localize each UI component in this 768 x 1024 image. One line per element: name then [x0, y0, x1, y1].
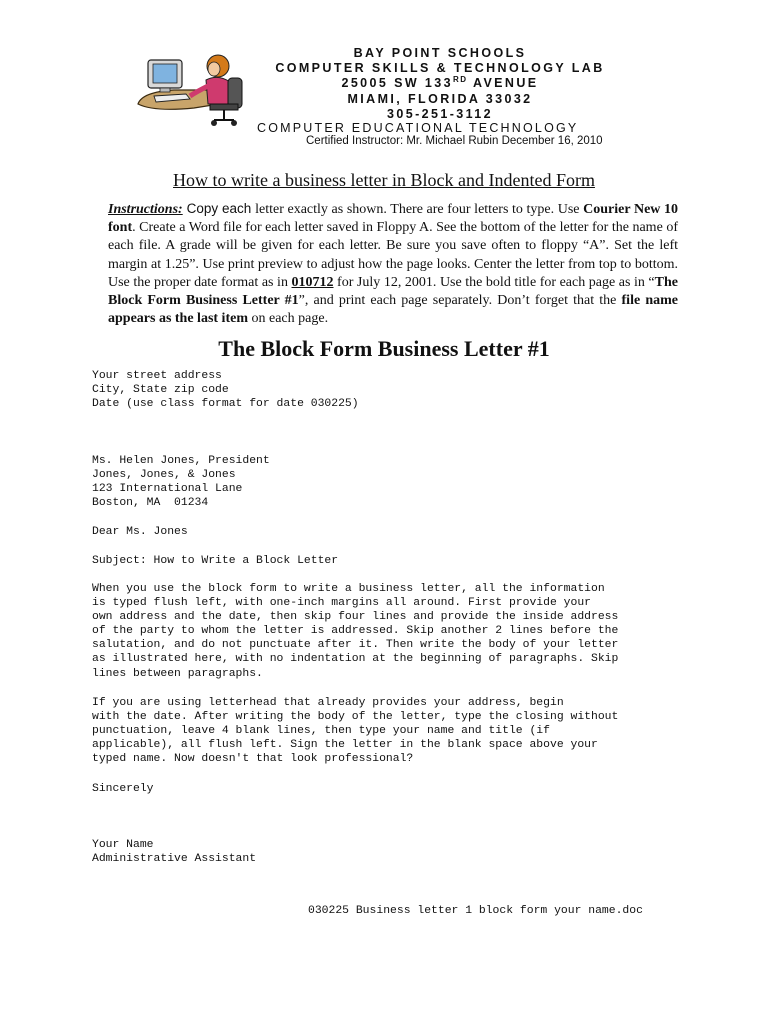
- letter-title: The Block Form Business Letter #1: [218, 336, 550, 361]
- student-at-computer-clipart: [134, 52, 256, 128]
- subject-line: Subject: How to Write a Block Letter: [92, 555, 339, 567]
- file-name-note: file name appears as the last item: [108, 293, 678, 327]
- certified-instructor: Certified Instructor: Mr. Michael Rubin December 16, 2010: [306, 135, 603, 147]
- instructions-label: Instructions:: [108, 202, 183, 217]
- instructions-paragraph: Instructions: Copy each letter exactly as shown. There are four letters to type. Use Courier New 10 font. Create a Word file for each letter saved in Floppy A. See the bottom of the letter for the name of each file. A grade will be given for each letter. Be sure you save often to floppy “A”. Set the left margin at 1.25”. Use print preview to adjust how the page looks. Center the letter from top to bottom. Use the proper date format as in 010712 for July 12, 2001. Use the bold title for each page as in “The Block Form Business Letter #1”, and print each page separately. Don’t forget that the file name appears as the last item on each page.: [108, 201, 679, 327]
- date-example: 010712: [291, 274, 334, 290]
- salutation: Dear Ms. Jones: [92, 526, 188, 538]
- school-name: BAY POINT SCHOOLS: [353, 46, 527, 60]
- department-name: COMPUTER EDUCATIONAL TECHNOLOGY: [257, 121, 579, 135]
- sender-address: Your street address City, State zip code Date (use class format for date 030225): [92, 370, 359, 411]
- lab-name: COMPUTER SKILLS & TECHNOLOGY LAB: [275, 61, 605, 75]
- file-name: 030225 Business letter 1 block form your name.doc: [308, 905, 643, 917]
- body-paragraph-1: When you use the block form to write a business letter, all the information is typed flush left, with one-inch margins all around. First provide your own address and the date, then skip four lines and provide the inside address of the party to whom the letter is addressed. Skip another 2 lines before the salutation, and do not punctuate after it. Then write the body of your letter as illustrated here, with no indentation at the beginning of paragraphs. Skip lines between paragraphs.: [92, 583, 619, 680]
- phone-number: 305-251-3112: [387, 107, 493, 121]
- street-address: 25005 SW 133RD AVENUE: [341, 75, 539, 90]
- signature-block: Your Name Administrative Assistant: [92, 839, 257, 866]
- document-title: How to write a business letter in Block and Indented Form: [173, 170, 595, 190]
- city-state: MIAMI, FLORIDA 33032: [347, 92, 533, 106]
- inside-address: Ms. Helen Jones, President Jones, Jones, & Jones 123 International Lane Boston, MA 01234: [92, 455, 270, 510]
- body-paragraph-2: If you are using letterhead that already provides your address, begin with the date. After writing the body of the letter, type the closing without punctuation, leave 4 blank lines, then type your name and title (if applicable), all flush left. Sign the letter in the blank space above your typed name. Now doesn't that look professional?: [92, 697, 619, 766]
- closing: Sincerely: [92, 783, 154, 795]
- font-name: Courier New 10 font: [108, 202, 679, 236]
- title-example: The Block Form Business Letter #1: [108, 274, 678, 309]
